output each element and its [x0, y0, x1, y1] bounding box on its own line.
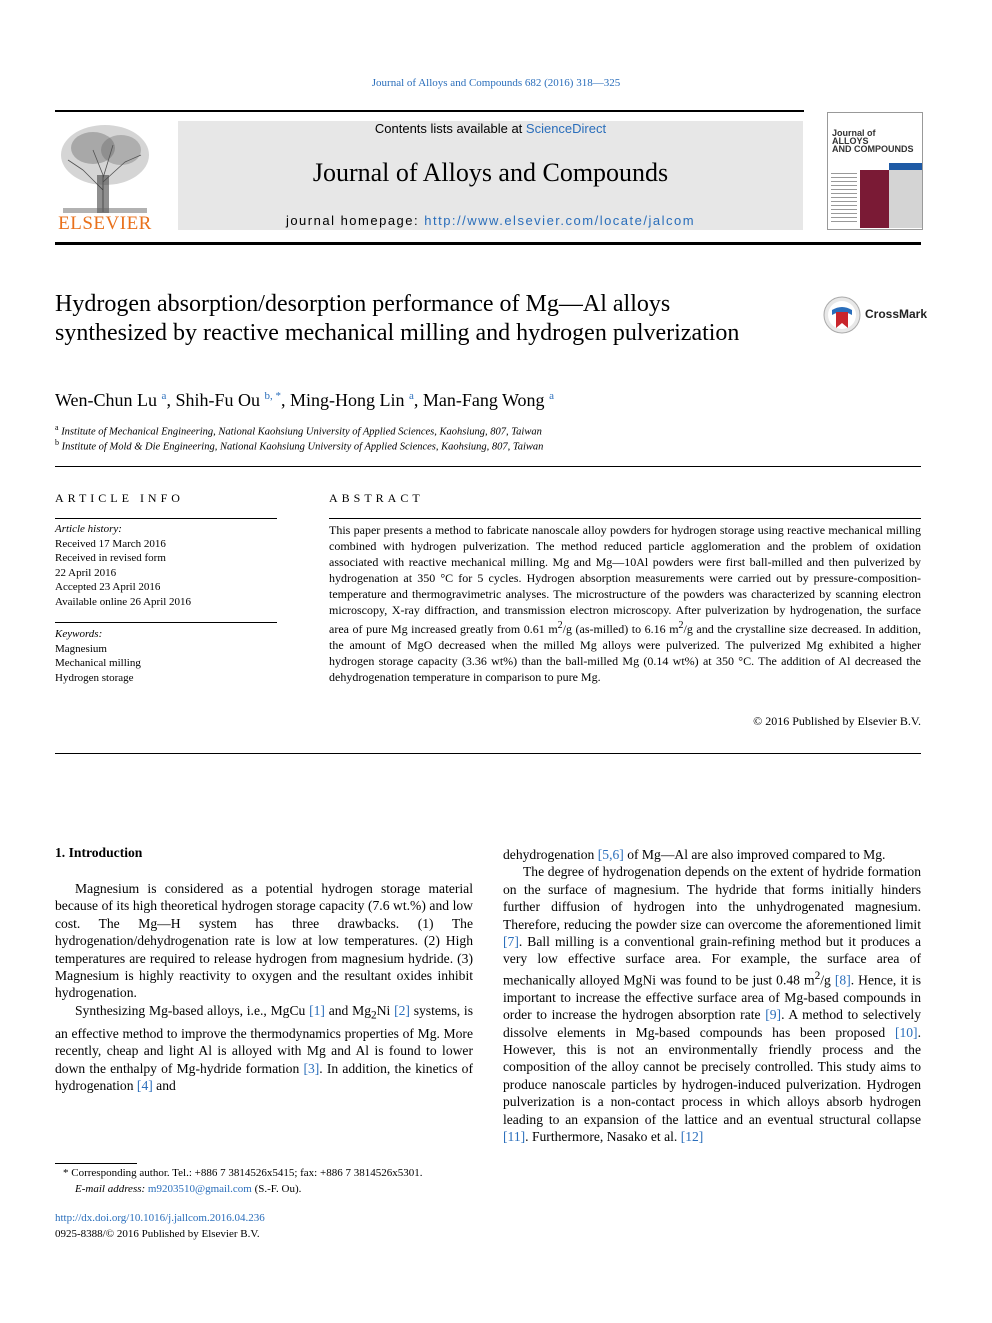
citation-link[interactable]: [11] [503, 1129, 526, 1145]
citation-link[interactable]: [1] [309, 1002, 325, 1018]
journal-reference[interactable]: Journal of Alloys and Compounds 682 (2016) 318—325 [371, 77, 621, 89]
affiliation-a: $^a$ Institute of Mechanical Engineering, National Kaohsiung University of Applied Sciences, Kaohsiung, 807, Taiwan [55, 423, 542, 438]
crossmark-icon [823, 296, 861, 334]
contents-line: Contents lists available at ScienceDirect [374, 121, 607, 136]
author-name[interactable]: Shih-Fu Ou [175, 390, 260, 410]
journal-homepage: journal homepage: http://www.elsevier.com/locate/jalcom [285, 213, 696, 228]
citation-link[interactable]: [10] [894, 1024, 918, 1040]
abstract-copyright: © 2016 Published by Elsevier B.V. [753, 714, 921, 728]
citation-link[interactable]: [7] [503, 934, 519, 950]
article-info-heading: ARTICLE INFO [55, 491, 184, 505]
abstract-rule [329, 518, 921, 519]
affiliation-rule [55, 466, 921, 467]
author-affil-mark[interactable]: a [161, 390, 167, 402]
abstract-bottom-rule [55, 753, 921, 754]
article-title: Hydrogen absorption/desorption performance of Mg—Al alloys synthesized by reactive mechanical milling and hydrogen pulverization [55, 291, 740, 346]
header-top-rule [55, 110, 804, 112]
paragraph: Magnesium is considered as a potential hydrogen storage material because of its high theoretical hydrogen storage capacity (7.6 wt.%) and low cost. The Mg—H system has three drawbacks. (1) The hydrogenation/dehydrogenation rate is low at low temperatures. (2) High temperatures are required to release hydrogen from magnesium hydride. (3) Magnesium is highly reactivity to oxygen and the resultant oxides inhibit hydrogenation. [55, 881, 473, 1001]
history-item: Available online 26 April 2016 [55, 595, 192, 608]
body-column-left [55, 880, 473, 1095]
body-column-right [503, 846, 921, 1145]
history-label: Article history: [55, 523, 122, 535]
author-affil-mark[interactable]: a [408, 390, 414, 402]
author-list: Wen-Chun Lu $^a$, Shih-Fu Ou $^{b, *}$, Ming-Hong Lin $^a$, Man-Fang Wong $^a$ [55, 390, 554, 410]
history-item: Received 17 March 2016 [55, 537, 166, 550]
corresponding-author-footnote: * Corresponding author. Tel.: +886 7 3814526x5415; fax: +886 7 3814526x5301. E-mail address: m9203510@gmail.com (S.-F. Ou). [63, 1167, 423, 1195]
abstract-text: This paper presents a method to fabricate nanoscale alloy powders for hydrogen storage using reactive mechanical milling combined with hydrogen pulverization. The method reduced particle agglomeration and the problem of oxidation associated with reactive mechanical milling. Mg and Mg—10Al powders were first ball-milled and then pulverized by hydrogenation at 350 °C for 5 cycles. Hydrogen absorption measurements were carried out by pressure-composition-temperature and thermogravimetric analyses. The microstructure of the powders was characterized by scanning electron microscopy, X-ray diffraction, and transmission electron microscopy. After pulverization by hydrogenation, the surface area of pure Mg increased greatly from 0.61 $m^2/g$ (as-milled) to 6.16 $m^2/g$ and the crystalline size decreased. In addition, the amount of MgO decreased when the milled Mg alloys were pulverized. The pulverized Mg exhibited a higher hydrogen storage capacity (3.36 wt%) than the ball-milled Mg (0.14 wt%) at 350 °C. The addition of Al decreased the dehydrogenation temperature in comparison to pure Mg. [329, 523, 921, 685]
author-affil-mark[interactable]: a [549, 390, 554, 402]
paragraph: dehydrogenation [5,6] of Mg—Al are also improved compared to Mg. [503, 847, 886, 862]
citation-link[interactable]: [12] [680, 1129, 704, 1145]
keyword: Hydrogen storage [55, 671, 134, 684]
article-info-rule [55, 518, 277, 519]
journal-cover-thumbnail[interactable] [827, 112, 923, 230]
author-name[interactable]: Man-Fang Wong [422, 390, 545, 410]
history-item: Received in revised form [55, 552, 166, 564]
cover-text-lines [831, 173, 857, 225]
history-item: Accepted 23 April 2016 [55, 581, 161, 593]
author-name[interactable]: Wen-Chun Lu [55, 390, 158, 410]
doi-block [55, 1210, 265, 1242]
cover-gray-block [889, 170, 922, 228]
keywords-block [55, 627, 277, 685]
elsevier-tree-icon [53, 120, 157, 215]
citation-link[interactable]: [8] [834, 972, 851, 988]
article-history [55, 522, 277, 609]
paragraph: The degree of hydrogenation depends on the extent of hydride formation on the surface of magnesium. The hydride that forms initially hinders further diffusion of hydrogen into the unhydrogenated magnesium. Therefore, reducing the powder size can overcome the aforementioned limit [7]. Ball milling is a conventional grain-refining method but it produces a very low effective surface area. For example, the surface area of mechanically alloyed MgNi was found to be just 0.48 $m^2/g$ [8]. Hence, it is important to increase the effective surface area of Mg-based compounds in order to increase the hydrogen absorption rate [9]. A method to selectively dissolve elements in Mg-based compounds has been proposed [10]. However, this is not an environmentally friendly process and the composition of the alloy cannot be precisely controlled. This study aims to produce nanoscale particles by hydrogen-induced pulverization. Hydrogen pulverization is a non-contact process in which alloys absorb hydrogen leading to an expansion of the lattice and an eventual structural collapse [11]. Furthermore, Nasako et al. [12] [503, 864, 921, 1145]
abstract-heading: ABSTRACT [329, 491, 424, 505]
elsevier-logo[interactable] [53, 120, 157, 235]
cover-blue-band [889, 163, 922, 170]
email-link[interactable]: m9203510@gmail.com [147, 1183, 252, 1195]
journal-banner [178, 121, 803, 230]
author-affil-mark[interactable]: b, * [264, 390, 281, 402]
citation-link[interactable]: [3] [303, 1060, 320, 1076]
history-item: 22 April 2016 [55, 566, 117, 579]
issn-line: 0925-8388/© 2016 Published by Elsevier B.V. [55, 1228, 260, 1240]
crossmark-badge[interactable] [823, 296, 928, 336]
sciencedirect-link[interactable]: ScienceDirect [525, 121, 607, 136]
keywords-rule [55, 622, 277, 623]
section-heading-introduction: 1. Introduction [55, 845, 143, 860]
elsevier-wordmark: ELSEVIER [58, 213, 152, 234]
cover-maroon-block [860, 170, 889, 228]
doi-link[interactable]: http://dx.doi.org/10.1016/j.jallcom.2016.04.236 [55, 1212, 265, 1224]
citation-link[interactable]: [4] [136, 1078, 153, 1094]
keyword: Magnesium [55, 642, 107, 655]
keywords-label: Keywords: [55, 628, 103, 640]
crossmark-label: CrossMark [865, 307, 928, 321]
journal-title: Journal of Alloys and Compounds [312, 158, 669, 187]
homepage-link[interactable]: http://www.elsevier.com/locate/jalcom [424, 213, 696, 228]
author-name[interactable]: Ming-Hong Lin [289, 390, 405, 410]
keyword: Mechanical milling [55, 657, 141, 669]
citation-link[interactable]: [2] [394, 1002, 410, 1018]
citation-link[interactable]: [9] [765, 1007, 782, 1023]
footnote-rule [55, 1163, 137, 1164]
citation-link[interactable]: [5,6] [597, 847, 624, 862]
cover-title: Journal of ALLOYS AND COMPOUNDS [832, 128, 914, 154]
affiliation-b: $^b$ Institute of Mold & Die Engineering, National Kaohsiung University of Applied Sciences, Kaohsiung, 807, Taiwan [55, 438, 544, 453]
paragraph: Synthesizing Mg-based alloys, i.e., MgCu [1] and $Mg_2Ni$ [2] systems, is an effective method to improve the thermodynamics properties of Mg. More recently, cheap and light Al is alloyed with Mg and Al is found to lower down the enthalpy of Mg-hydride formation [3]. In addition, the kinetics of hydrogenation [4] and [55, 1002, 473, 1094]
header-bottom-rule [55, 242, 921, 245]
